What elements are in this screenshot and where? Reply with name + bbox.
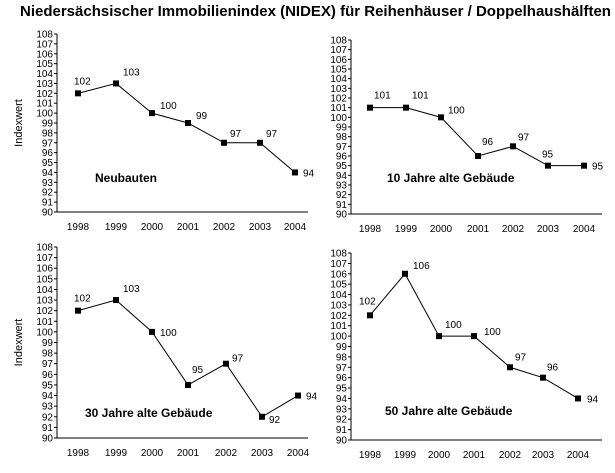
y-tick-label: 104 <box>330 290 347 302</box>
data-label: 94 <box>587 394 599 406</box>
y-tick-label: 105 <box>36 59 53 71</box>
data-point <box>367 312 373 318</box>
data-label: 97 <box>230 128 242 140</box>
x-tick-label: 2002 <box>212 222 236 233</box>
y-tick-label: 103 <box>36 295 53 307</box>
series-line <box>78 83 295 172</box>
data-label: 99 <box>196 111 208 122</box>
y-tick-label: 91 <box>41 422 53 434</box>
y-tick-label: 95 <box>335 383 347 395</box>
y-tick-label: 96 <box>41 369 53 381</box>
x-tick-label: 2004 <box>283 222 307 233</box>
x-tick-label: 1998 <box>66 222 90 233</box>
data-point <box>113 297 119 303</box>
y-tick-label: 94 <box>335 393 347 405</box>
x-tick-label: 2001 <box>466 224 490 235</box>
x-tick-label: 2003 <box>248 222 272 233</box>
y-tick-label: 96 <box>335 373 347 385</box>
y-tick-label: 100 <box>330 112 347 124</box>
x-tick-label: 2000 <box>427 450 451 461</box>
y-tick-label: 94 <box>41 167 53 179</box>
x-tick-label: 1999 <box>393 450 417 461</box>
y-tick-label: 98 <box>335 352 347 364</box>
y-tick-label: 97 <box>41 359 53 371</box>
data-point <box>259 414 265 420</box>
x-tick-label: 2000 <box>140 448 164 459</box>
data-label: 95 <box>542 149 554 161</box>
data-point <box>257 140 263 146</box>
x-tick-label: 2001 <box>176 222 200 233</box>
data-label: 95 <box>592 161 604 173</box>
x-tick-label: 2002 <box>214 448 238 459</box>
chart-panel-2 <box>330 36 603 236</box>
y-tick-label: 99 <box>335 122 347 134</box>
data-point <box>403 105 409 111</box>
y-tick-label: 105 <box>36 274 53 286</box>
y-tick-label: 100 <box>36 108 53 120</box>
y-tick-label: 98 <box>41 348 53 360</box>
data-point <box>402 271 408 277</box>
data-label: 106 <box>413 260 430 272</box>
y-tick-label: 92 <box>41 412 53 424</box>
y-tick-label: 105 <box>330 64 347 76</box>
data-label: 102 <box>74 293 91 305</box>
data-point <box>471 333 477 339</box>
y-tick-label: 95 <box>41 380 53 392</box>
data-label: 92 <box>269 414 281 426</box>
x-tick-label: 1999 <box>104 448 128 459</box>
y-tick-label: 94 <box>335 170 347 182</box>
x-tick-label: 2000 <box>140 222 164 233</box>
data-label: 101 <box>412 90 429 102</box>
y-tick-label: 96 <box>41 148 53 160</box>
x-tick-label: 1999 <box>104 222 128 233</box>
y-tick-label: 91 <box>335 425 347 437</box>
y-tick-label: 108 <box>36 242 53 254</box>
data-point <box>185 382 191 388</box>
data-label: 97 <box>518 132 530 144</box>
data-label: 100 <box>160 101 177 113</box>
page-title: Niedersächsischer Immobilienindex (NIDEX) für Reihenhäuser / Doppelhaushälften <box>20 3 611 20</box>
y-tick-label: 90 <box>335 435 347 447</box>
panel-label: 10 Jahre alte Gebäude <box>387 171 515 185</box>
data-point <box>545 163 551 169</box>
chart-panel-3 <box>13 243 318 460</box>
y-tick-label: 93 <box>41 177 53 189</box>
x-tick-label: 1998 <box>66 448 90 459</box>
y-tick-label: 107 <box>36 39 53 51</box>
y-tick-label: 105 <box>330 279 347 291</box>
y-tick-label: 106 <box>330 269 347 281</box>
data-label: 100 <box>160 327 177 339</box>
y-tick-label: 93 <box>335 404 347 416</box>
data-label: 97 <box>232 353 244 365</box>
y-tick-label: 95 <box>41 158 53 170</box>
y-tick-label: 102 <box>36 88 53 100</box>
y-tick-label: 107 <box>330 258 347 270</box>
x-tick-label: 2004 <box>286 448 310 459</box>
y-tick-label: 102 <box>330 93 347 105</box>
y-axis-title: Indexwert <box>13 318 25 367</box>
data-point <box>113 80 119 86</box>
data-point <box>221 140 227 146</box>
y-tick-label: 103 <box>36 78 53 90</box>
y-tick-label: 104 <box>36 69 53 81</box>
data-label: 102 <box>74 76 91 88</box>
data-point <box>540 375 546 381</box>
data-point <box>75 90 81 96</box>
data-label: 100 <box>445 320 462 332</box>
x-tick-label: 2004 <box>566 450 590 461</box>
x-tick-label: 2001 <box>176 448 200 459</box>
x-tick-label: 2003 <box>536 224 560 235</box>
data-point <box>436 333 442 339</box>
data-label: 96 <box>547 362 559 374</box>
data-point <box>510 143 516 149</box>
y-tick-label: 91 <box>41 197 53 209</box>
y-tick-label: 101 <box>36 316 53 328</box>
y-tick-label: 101 <box>36 98 53 110</box>
y-tick-label: 102 <box>36 306 53 318</box>
y-tick-label: 108 <box>36 29 53 41</box>
data-label: 103 <box>123 284 140 296</box>
data-label: 94 <box>306 391 318 403</box>
y-tick-label: 98 <box>41 128 53 140</box>
y-axis-title: Indexwert <box>13 99 25 147</box>
data-point <box>295 393 301 399</box>
y-tick-label: 107 <box>36 253 53 265</box>
data-point <box>507 364 513 370</box>
x-tick-label: 2003 <box>250 448 274 459</box>
data-point <box>223 361 229 367</box>
y-tick-label: 104 <box>330 74 347 86</box>
y-tick-label: 108 <box>330 248 347 260</box>
data-label: 100 <box>448 105 465 117</box>
panel-label: 50 Jahre alte Gebäude <box>385 404 513 418</box>
chart-panel-1 <box>13 30 315 234</box>
data-point <box>581 163 587 169</box>
y-tick-label: 94 <box>41 391 53 403</box>
data-label: 100 <box>484 327 501 339</box>
x-tick-label: 2001 <box>462 450 486 461</box>
y-tick-label: 91 <box>335 199 347 211</box>
y-tick-label: 90 <box>41 207 53 219</box>
data-point <box>149 329 155 335</box>
x-tick-label: 1998 <box>358 224 382 235</box>
y-tick-label: 92 <box>335 190 347 202</box>
data-label: 96 <box>482 137 494 148</box>
panel-label: Neubauten <box>95 171 158 185</box>
data-point <box>575 395 581 401</box>
y-tick-label: 99 <box>41 118 53 130</box>
y-tick-label: 100 <box>330 331 347 343</box>
y-tick-label: 100 <box>36 327 53 339</box>
y-tick-label: 101 <box>330 321 347 333</box>
y-tick-label: 93 <box>41 401 53 413</box>
y-tick-label: 90 <box>41 433 53 445</box>
y-tick-label: 93 <box>335 180 347 192</box>
data-label: 97 <box>515 352 527 364</box>
x-tick-label: 1999 <box>394 224 418 235</box>
y-tick-label: 95 <box>335 161 347 173</box>
data-point <box>438 114 444 120</box>
y-tick-label: 107 <box>330 45 347 57</box>
x-tick-label: 1998 <box>358 450 382 461</box>
data-point <box>367 105 373 111</box>
y-tick-label: 102 <box>330 310 347 322</box>
series-line <box>78 300 298 417</box>
y-tick-label: 106 <box>330 54 347 66</box>
data-label: 101 <box>374 90 391 102</box>
y-tick-label: 97 <box>41 138 53 150</box>
x-tick-label: 2004 <box>572 224 596 235</box>
y-tick-label: 108 <box>330 35 347 47</box>
y-tick-label: 106 <box>36 263 53 275</box>
data-point <box>75 308 81 314</box>
data-label: 103 <box>123 67 140 79</box>
y-tick-label: 92 <box>41 187 53 199</box>
y-tick-label: 106 <box>36 49 53 61</box>
chart-panel-4 <box>330 249 602 462</box>
data-point <box>185 120 191 126</box>
y-tick-label: 104 <box>36 284 53 296</box>
data-label: 94 <box>303 168 315 180</box>
y-tick-label: 101 <box>330 103 347 115</box>
x-tick-label: 2002 <box>501 224 525 235</box>
y-tick-label: 103 <box>330 83 347 95</box>
y-tick-label: 97 <box>335 141 347 153</box>
y-tick-label: 98 <box>335 132 347 144</box>
x-tick-label: 2002 <box>498 450 522 461</box>
y-tick-label: 99 <box>41 338 53 349</box>
data-point <box>149 110 155 116</box>
data-label: 97 <box>266 128 278 140</box>
y-tick-label: 99 <box>335 342 347 353</box>
data-point <box>292 169 298 175</box>
y-tick-label: 92 <box>335 414 347 426</box>
data-point <box>475 153 481 159</box>
x-tick-label: 2003 <box>531 450 555 461</box>
y-tick-label: 103 <box>330 300 347 312</box>
x-tick-label: 2000 <box>429 224 453 235</box>
y-tick-label: 96 <box>335 151 347 163</box>
panel-label: 30 Jahre alte Gebäude <box>85 406 213 420</box>
data-label: 95 <box>192 364 204 376</box>
data-label: 102 <box>359 296 376 308</box>
y-tick-label: 97 <box>335 362 347 374</box>
y-tick-label: 90 <box>335 209 347 221</box>
